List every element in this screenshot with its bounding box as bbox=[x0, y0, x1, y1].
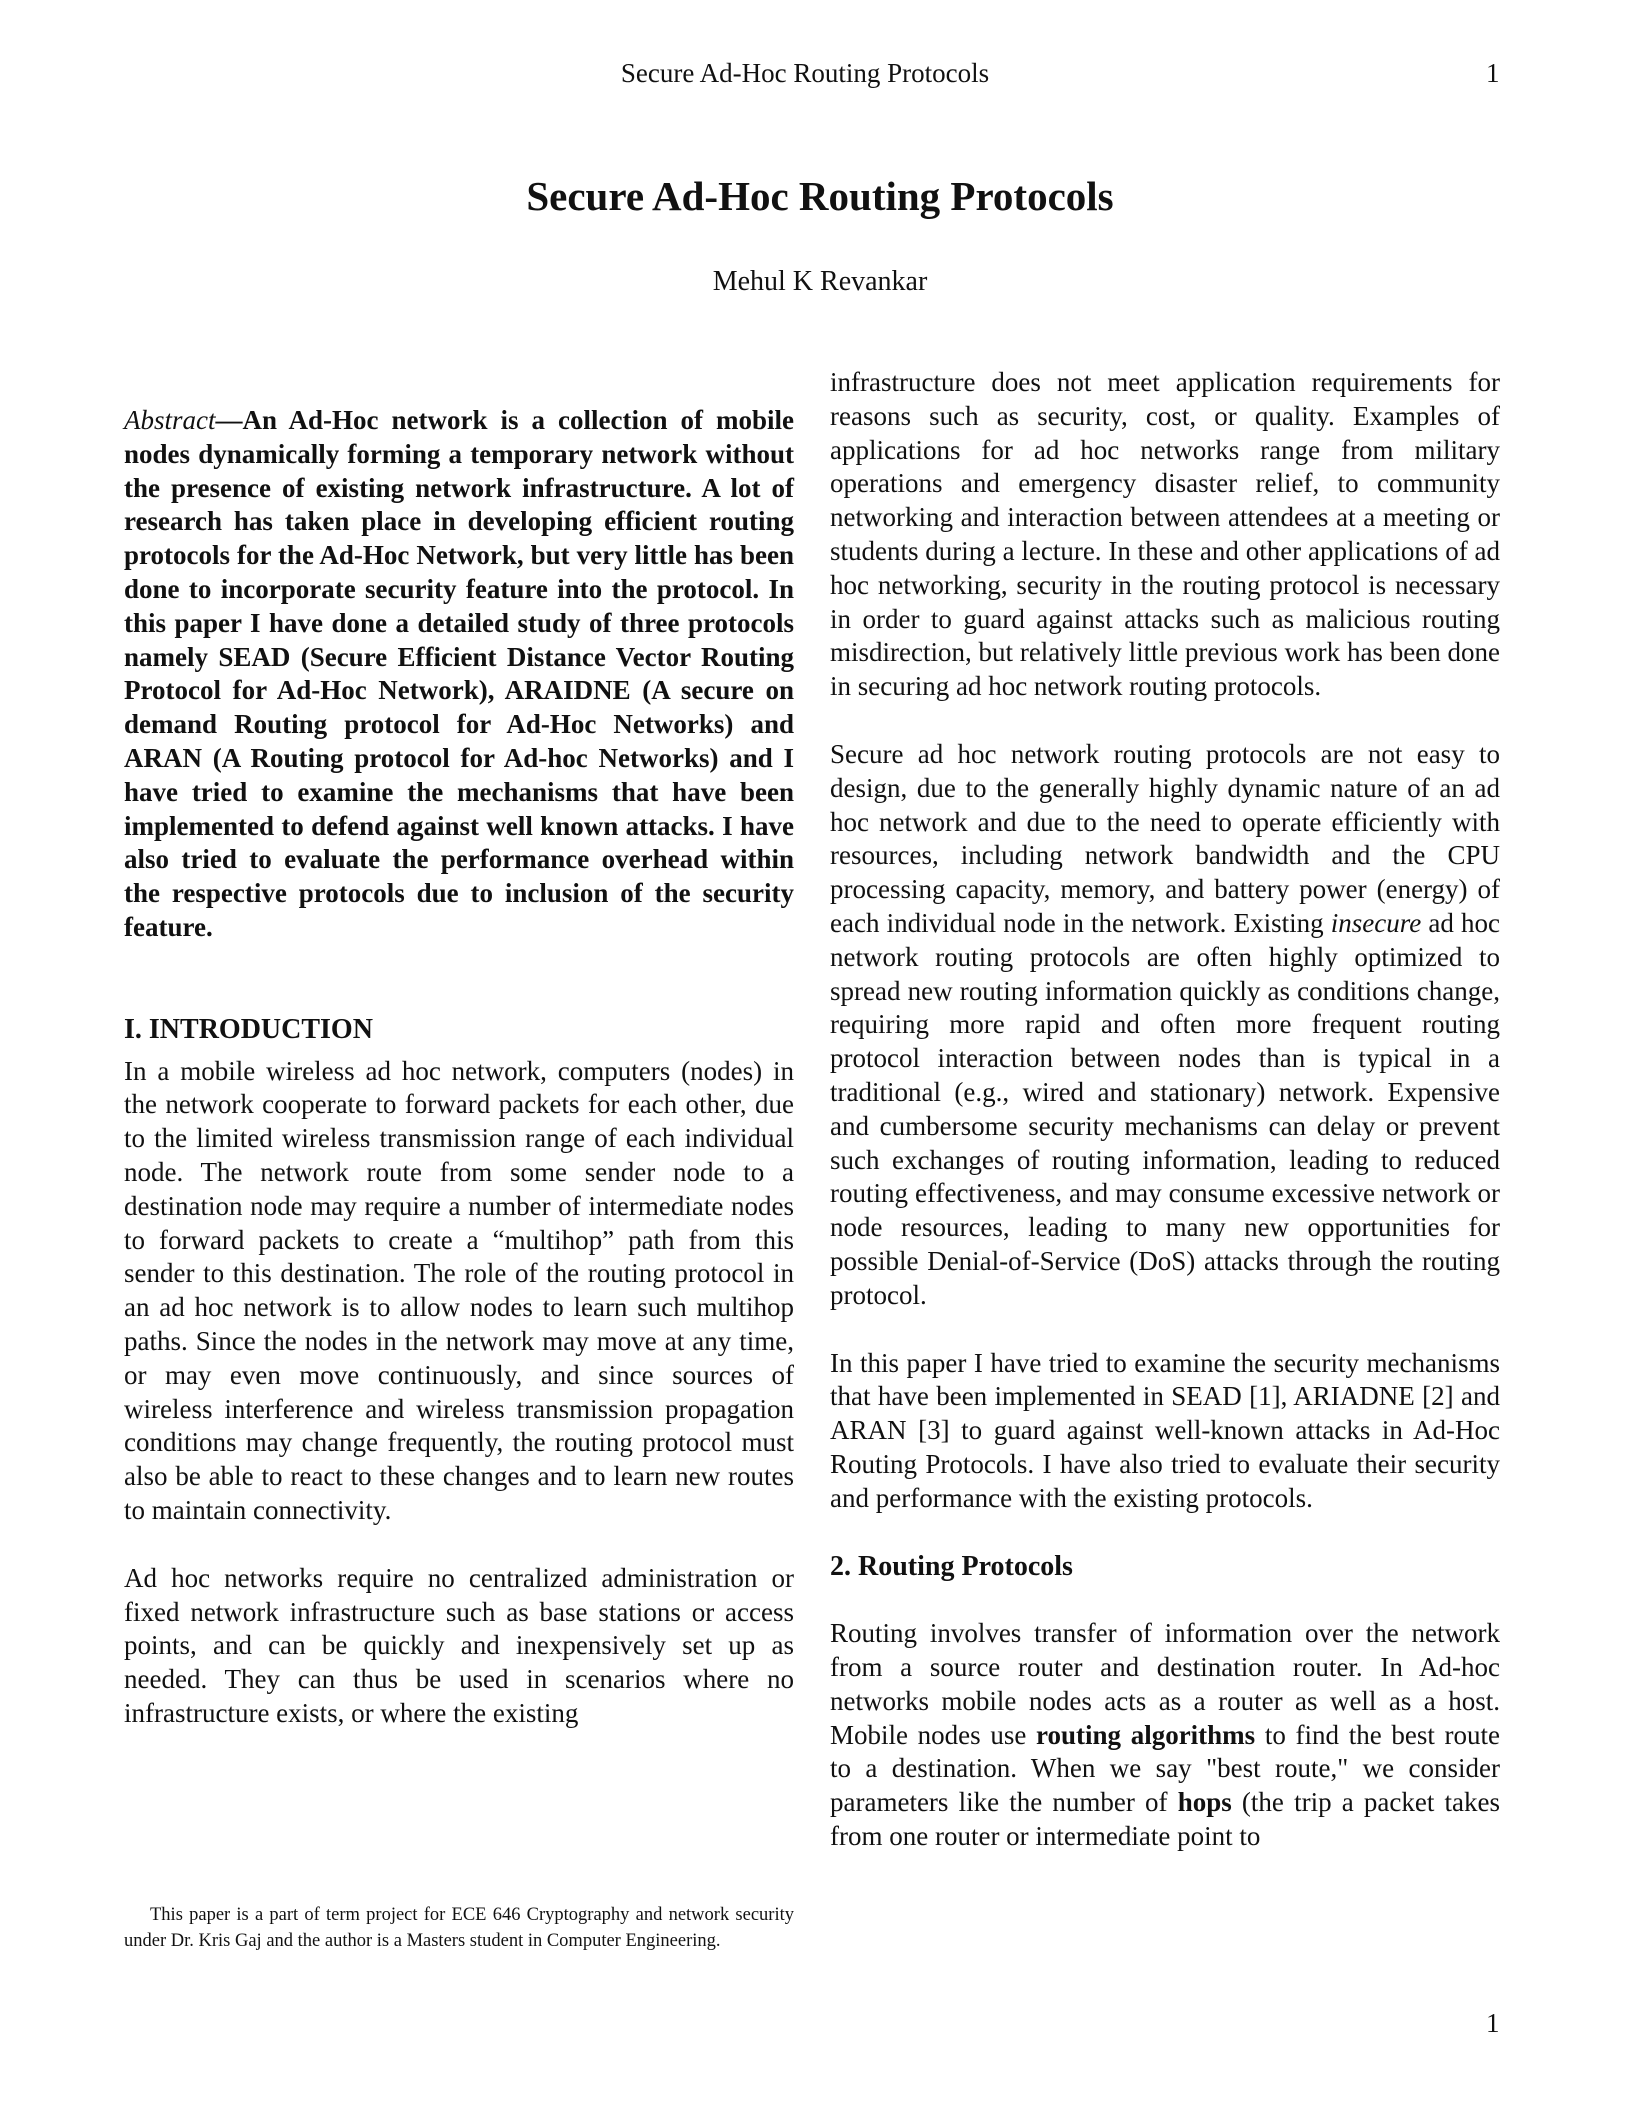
abstract-body: An Ad-Hoc network is a collection of mobile nodes dynamically forming a temporary network without the presence of existing network infrastructure. A lot of research has taken place in developing efficient routing protocols for the Ad-Hoc Network, but very little has been done to incorporate security feature into the protocol. In this paper I have done a detailed study of three protocols namely SEAD (Secure Efficient Distance Vector Routing Protocol for Ad-Hoc Network), ARAIDNE (A secure on demand Routing protocol for Ad-Hoc Networks) and ARAN (A Routing protocol for Ad-hoc Networks) and I have tried to examine the mechanisms that have been implemented to defend against well known attacks. I have also tried to evaluate the performance overhead within the respective protocols due to inclusion of the security feature. bbox=[124, 405, 794, 942]
section-heading-routing-protocols: 2. Routing Protocols bbox=[830, 1550, 1073, 1582]
right-paragraph-3: In this paper I have tried to examine the security mechanisms that have been implemented in SEAD [1], ARIADNE [2] and ARAN [3] to guard against well-known attacks in Ad-Hoc Routing Protocols. I have also tried to evaluate their security and performance with the existing protocols. bbox=[830, 1347, 1500, 1513]
abstract-lead: Abstract bbox=[124, 405, 216, 435]
right-column bbox=[830, 366, 1500, 1854]
emphasis-insecure: insecure bbox=[1330, 907, 1422, 938]
intro-paragraph-1: In a mobile wireless ad hoc network, computers (nodes) in the network cooperate to forward packets for each other, due to the limited wireless transmission range of each individual node. The network route from some sender node to a destination node may require a number of intermediate nodes to forward packets to create a “multihop” path from this sender to this destination. The role of the routing protocol in an ad hoc network is to allow nodes to learn such multihop paths. Since the nodes in the network may move at any time, or may even move continuously, and since sources of wireless interference and wireless transmission propagation conditions may change frequently, the routing protocol must also be able to react to these changes and to learn new routes to maintain connectivity. bbox=[124, 1055, 794, 1525]
right-paragraph-2-end: ad hoc network routing protocols are often highly optimized to spread new routing information quickly as conditions change, requiring more rapid and often more frequent routing protocol interaction between nodes than is typical in a traditional (e.g., wired and stationary) network. Expensive and cumbersome security mechanisms can delay or prevent such exchanges of routing information, leading to reduced routing effectiveness, and may consume excessive network or node resources, leading to many new opportunities for possible Denial-of-Service (DoS) attacks through the routing protocol. bbox=[830, 907, 1500, 1310]
bold-routing-algorithms: routing algorithms bbox=[1036, 1719, 1256, 1750]
right-paragraph-2 bbox=[830, 738, 1500, 1313]
bold-hops: hops bbox=[1177, 1787, 1232, 1818]
footnote bbox=[124, 1902, 794, 1954]
right-paragraph-4-end: (the trip a packet takes from one router or intermediate point to bbox=[830, 1787, 1500, 1852]
paper-title: Secure Ad-Hoc Routing Protocols bbox=[526, 173, 1114, 219]
right-paragraph-4-start: Routing involves transfer of information over the network from a source router and destination router. In Ad-hoc networks mobile nodes acts as a router as well as a host. Mobile nodes use bbox=[830, 1618, 1500, 1750]
abstract bbox=[124, 404, 794, 945]
running-header: Secure Ad-Hoc Routing Protocols bbox=[620, 58, 990, 88]
section-heading-introduction: I. INTRODUCTION bbox=[124, 1013, 373, 1045]
left-column bbox=[124, 404, 794, 1731]
abstract-dash: — bbox=[215, 405, 243, 435]
author-name: Mehul K Revankar bbox=[712, 266, 928, 297]
right-paragraph-4-mid: to find the best route to a destination. When we say "best route," we consider parameters like the number of bbox=[830, 1719, 1500, 1818]
header-page-number: 1 bbox=[1486, 58, 1500, 88]
right-paragraph-2-start: Secure ad hoc network routing protocols are not easy to design, due to the generally highly dynamic nature of an ad hoc network and due to the need to operate efficiently with resources, including network bandwidth and the CPU processing capacity, memory, and battery power (energy) of each individual node in the network. Existing bbox=[830, 738, 1500, 938]
footer-page-number: 1 bbox=[1486, 2008, 1500, 2038]
footnote-text: This paper is a part of term project for ECE 646 Cryptography and network security under Dr. Kris Gaj and the author is a Masters student in Computer Engineering. bbox=[124, 1905, 794, 1951]
right-paragraph-1: infrastructure does not meet application requirements for reasons such as security, cost, or quality. Examples of applications for ad hoc networks range from military operations and emergency disaster relief, to community networking and interaction between attendees at a meeting or students during a lecture. In these and other applications of ad hoc networking, security in the routing protocol is necessary in order to guard against attacks such as malicious routing misdirection, but relatively little previous work has been done in securing ad hoc network routing protocols. bbox=[830, 367, 1500, 702]
intro-paragraph-2: Ad hoc networks require no centralized administration or fixed network infrastructure such as base stations or access points, and can be quickly and inexpensively set up as needed. They can thus be used in scenarios where no infrastructure exists, or where the existing bbox=[124, 1562, 794, 1728]
right-paragraph-4 bbox=[830, 1617, 1500, 1854]
